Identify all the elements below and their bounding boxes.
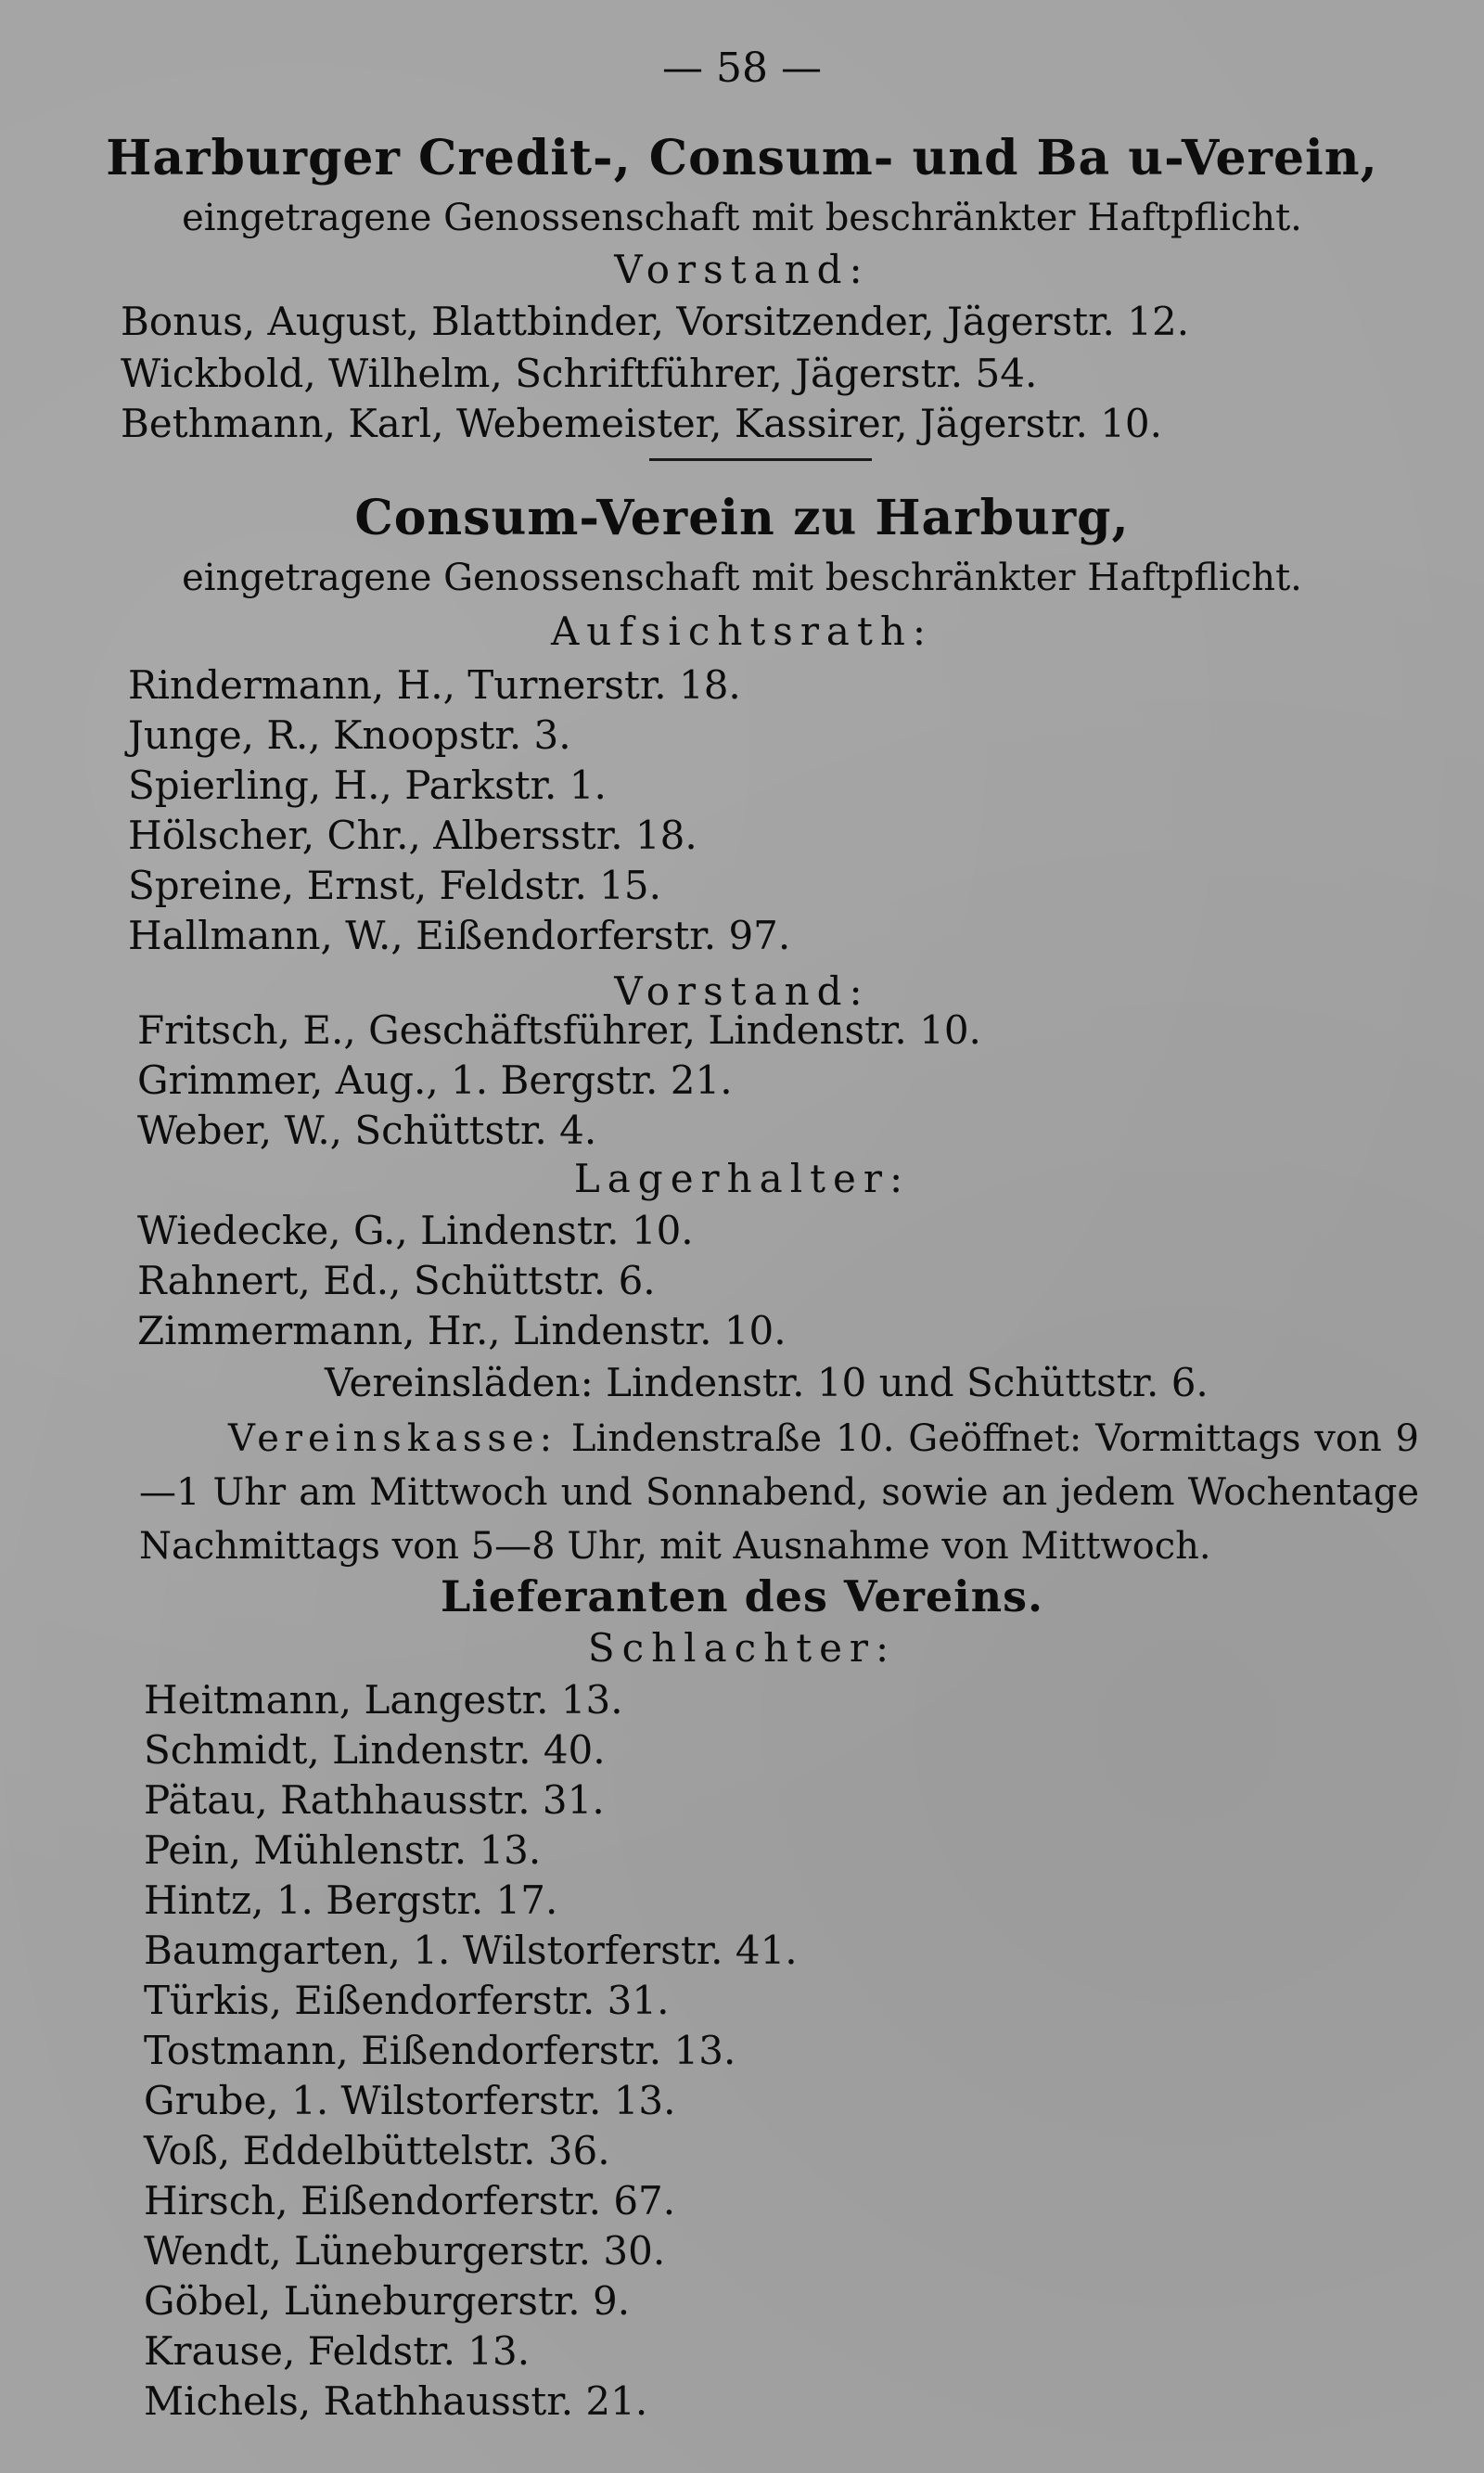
section2-lagerhalter-label: Lagerhalter: (573, 1156, 911, 1201)
schlachter-entry: Michels, Rathhausstr. 21. (144, 2378, 648, 2424)
section-divider (649, 458, 872, 461)
aufsichtsrath-entry: Rindermann, H., Turnerstr. 18. (128, 662, 741, 708)
schlachter-entry: Wendt, Lüneburgerstr. 30. (144, 2228, 666, 2274)
section1-vorstand-entry: Wickbold, Wilhelm, Schriftführer, Jägerstr. 54. (121, 351, 1038, 396)
schlachter-entry: Pein, Mühlenstr. 13. (144, 1827, 542, 1873)
page-number: — 58 — (662, 45, 822, 92)
section2-subtitle: eingetragene Genossenschaft mit beschränkter Haftpflicht. (182, 557, 1302, 599)
section2-title: Consum-Verein zu Harburg, (354, 490, 1130, 546)
schlachter-entry: Voß, Eddelbüttelstr. 36. (144, 2128, 610, 2173)
aufsichtsrath-entry: Junge, R., Knoopstr. 3. (128, 712, 571, 758)
section1-subtitle: eingetragene Genossenschaft mit beschränkter Haftpflicht. (182, 197, 1302, 239)
aufsichtsrath-entry: Hölscher, Chr., Albersstr. 18. (128, 813, 697, 858)
section2-vorstand-entry: Grimmer, Aug., 1. Bergstr. 21. (137, 1057, 733, 1103)
lagerhalter-entry: Zimmermann, Hr., Lindenstr. 10. (137, 1308, 787, 1353)
schlachter-entry: Hintz, 1. Bergstr. 17. (144, 1877, 558, 1923)
lagerhalter-entry: Rahnert, Ed., Schüttstr. 6. (137, 1258, 656, 1303)
schlachter-entry: Grube, 1. Wilstorferstr. 13. (144, 2078, 676, 2123)
schlachter-entry: Baumgarten, 1. Wilstorferstr. 41. (144, 1928, 798, 1973)
section2-vorstand-label: Vorstand: (614, 968, 870, 1014)
aufsichtsrath-entry: Hallmann, W., Eißendorferstr. 97. (128, 913, 791, 958)
section1-vorstand-label: Vorstand: (614, 247, 870, 292)
aufsichtsrath-entry: Spierling, H., Parkstr. 1. (128, 762, 607, 808)
vereinskasse-label: Vereinskasse: (228, 1417, 558, 1460)
section1-title: Harburger Credit-, Consum- und Ba u-Verein, (106, 130, 1378, 186)
schlachter-entry: Pätau, Rathhausstr. 31. (144, 1777, 605, 1823)
vereinskasse-text: Lindenstraße 10. Geöffnet: Vormittags von 9—1 Uhr am Mittwoch und Sonnabend, sowie an jedem Wochentage Nachmittags von 5—8 Uhr, mit Ausnahme von Mittwoch. (139, 1417, 1419, 1568)
section2-vorstand-entry: Weber, W., Schüttstr. 4. (137, 1108, 597, 1153)
schlachter-entry: Hirsch, Eißendorferstr. 67. (144, 2178, 676, 2223)
schlachter-entry: Göbel, Lüneburgerstr. 9. (144, 2278, 631, 2324)
section2-vorstand-entry: Fritsch, E., Geschäftsführer, Lindenstr. 10. (137, 1007, 981, 1053)
schlachter-entry: Schmidt, Lindenstr. 40. (144, 1727, 606, 1773)
section1-vorstand-entry: Bethmann, Karl, Webemeister, Kassirer, Jägerstr. 10. (121, 401, 1162, 446)
vereinskasse-paragraph (139, 1412, 1419, 1573)
vereinslaeden-line: Vereinsläden: Lindenstr. 10 und Schüttstr. 6. (325, 1360, 1209, 1405)
section3-schlachter-label: Schlachter: (587, 1625, 897, 1671)
lagerhalter-entry: Wiedecke, G., Lindenstr. 10. (137, 1208, 694, 1253)
schlachter-entry: Türkis, Eißendorferstr. 31. (144, 1978, 670, 2023)
aufsichtsrath-entry: Spreine, Ernst, Feldstr. 15. (128, 863, 661, 908)
section2-aufsichtsrath-label: Aufsichtsrath: (550, 609, 934, 654)
schlachter-entry: Heitmann, Langestr. 13. (144, 1677, 623, 1723)
section3-title: Lieferanten des Vereins. (440, 1571, 1043, 1621)
schlachter-entry: Krause, Feldstr. 13. (144, 2328, 531, 2374)
schlachter-entry: Tostmann, Eißendorferstr. 13. (144, 2028, 736, 2073)
section1-vorstand-entry: Bonus, August, Blattbinder, Vorsitzender, Jägerstr. 12. (121, 299, 1190, 344)
